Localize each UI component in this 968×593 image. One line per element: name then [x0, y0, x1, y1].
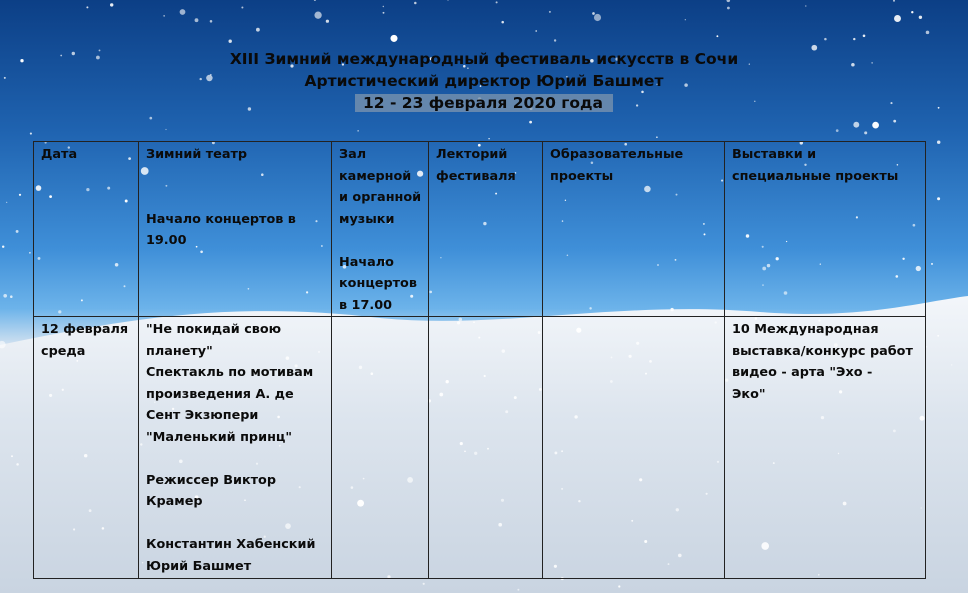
cell-lectorium [429, 317, 543, 579]
snowflake [535, 30, 537, 32]
snowflake [805, 5, 806, 6]
snowflake [19, 194, 21, 196]
snowflake [149, 117, 152, 120]
cell-winter-theatre: "Не покидай свою планету" Спектакль по мотивам произведения А. де Сент Экзюпери "Маленький принц" Режиссер Виктор Крамер Константин Хабенский Юрий Башмет [139, 317, 332, 579]
snowflake [836, 129, 839, 132]
snowflake [853, 38, 855, 40]
snowflake [163, 15, 164, 16]
snowflake [937, 140, 940, 143]
header-education: Образовательные проекты [543, 142, 725, 317]
snowflake [864, 131, 867, 134]
header-exhibitions: Выставки и специальные проекты [725, 142, 926, 317]
snowflake [357, 130, 358, 131]
snowflake [195, 18, 199, 22]
snowflake [919, 16, 922, 19]
snowflake [872, 122, 879, 129]
schedule-table [33, 141, 926, 579]
snowflake [29, 252, 30, 253]
title-dates: 12 - 23 февраля 2020 года [355, 94, 613, 112]
snowflake [256, 28, 260, 32]
snowflake [951, 364, 952, 365]
snowflake [2, 245, 4, 247]
snowflake [180, 9, 186, 15]
snowflake [16, 463, 19, 466]
snowflake [314, 12, 321, 19]
header-date: Дата [34, 142, 139, 317]
snowflake [893, 120, 896, 123]
snowflake [383, 6, 384, 7]
snowflake [6, 202, 7, 203]
snowflake [926, 31, 930, 35]
snowflake [501, 21, 504, 24]
snowflake [30, 133, 32, 135]
festival-title [0, 48, 968, 114]
snowflake [685, 19, 686, 20]
table-row [34, 317, 926, 579]
header-lectorium: Лекторий фестиваля [429, 142, 543, 317]
snowflake [496, 1, 498, 3]
snowflake [488, 138, 489, 139]
cell-education [543, 317, 725, 579]
snowflake [86, 6, 88, 8]
snowflake [863, 35, 866, 38]
snowflake [165, 129, 166, 130]
snowflake [210, 20, 213, 23]
snowflake [390, 35, 397, 42]
snowflake [517, 589, 519, 591]
snowflake [931, 263, 933, 265]
header-winter-theatre: Зимний театр Начало концертов в 19.00 [139, 142, 332, 317]
header-row [34, 142, 926, 317]
header-chamber-hall: Зал камерной и органной музыки Начало концертов в 17.00 [332, 142, 429, 317]
snowflake [592, 12, 595, 15]
snowflake [727, 0, 731, 2]
snowflake [16, 230, 19, 233]
cell-exhibitions: 10 Международная выставка/конкурс работ видео - арта "Эхо - Эко" [725, 317, 926, 579]
snowflake [893, 0, 895, 2]
snowflake [594, 14, 601, 21]
snowflake [656, 136, 658, 138]
snowflake [937, 197, 940, 200]
snowflake [110, 3, 113, 6]
snowflake [824, 38, 827, 41]
snowflake [241, 6, 243, 8]
snowflake [414, 2, 417, 5]
snowflake [314, 0, 316, 1]
cell-chamber-hall [332, 317, 429, 579]
snowflake [423, 583, 425, 585]
snowflake [3, 294, 7, 298]
snowflake [937, 335, 939, 337]
snowflake [447, 0, 448, 1]
snowflake [326, 20, 329, 23]
snowflake [716, 35, 718, 37]
snowflake [383, 12, 385, 14]
snowflake [529, 121, 532, 124]
snowflake [11, 455, 13, 457]
snowflake [853, 122, 859, 128]
cell-date: 12 февраля среда [34, 317, 139, 579]
snowflake [618, 585, 620, 587]
snowflake [727, 7, 730, 10]
title-line-1: XIII Зимний международный фестиваль искусств в Сочи [229, 50, 739, 68]
snowflake [911, 11, 913, 13]
snowflake [894, 15, 901, 22]
snowflake [549, 11, 551, 13]
snowflake [554, 39, 556, 41]
snowflake [229, 40, 232, 43]
title-line-2: Артистический директор Юрий Башмет [304, 72, 664, 90]
snowflake [10, 295, 13, 298]
